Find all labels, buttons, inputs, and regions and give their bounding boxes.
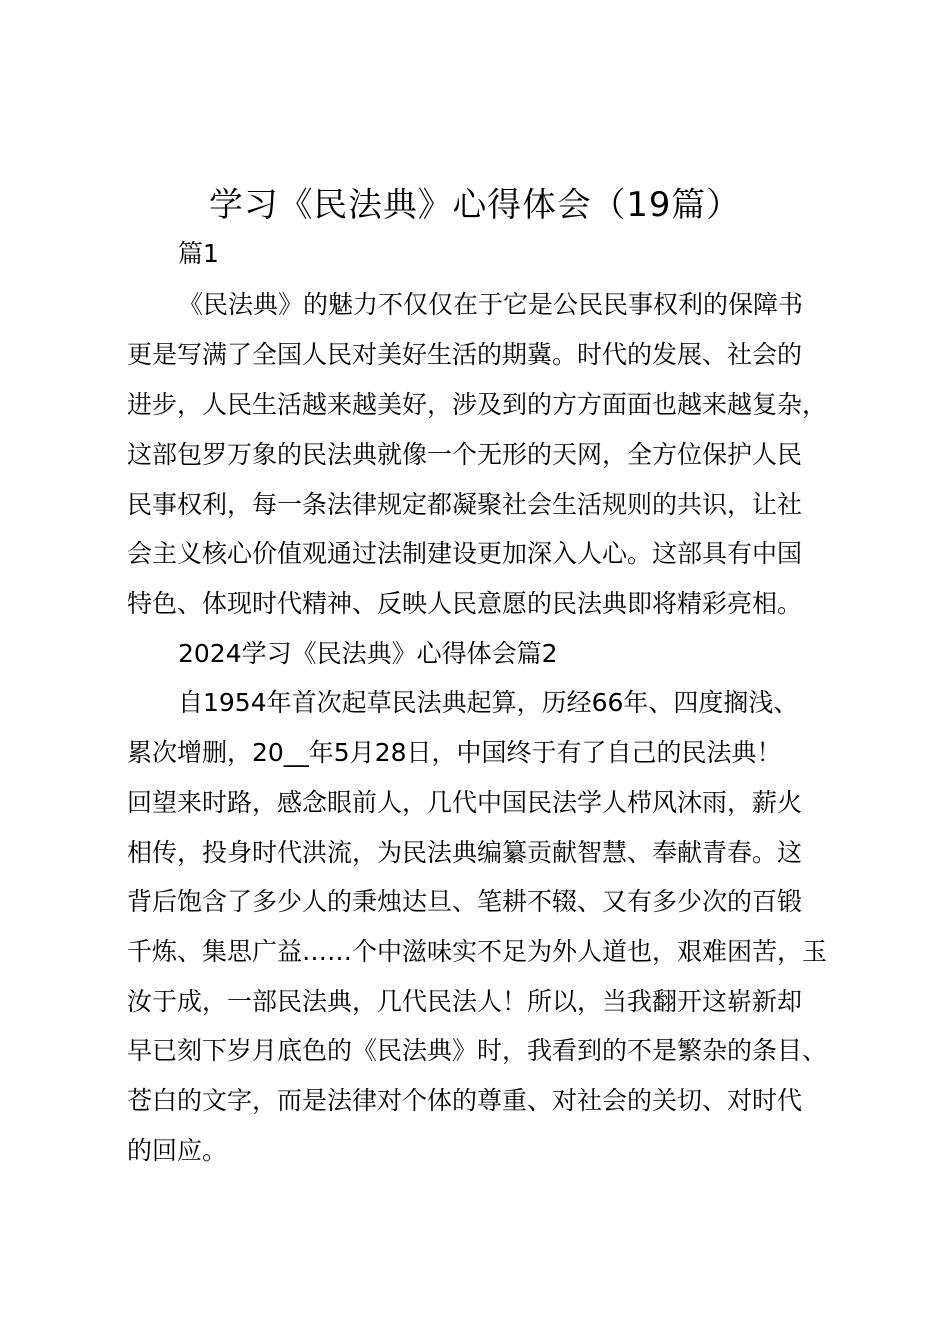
section1-heading: 篇1 <box>178 239 219 268</box>
section2-heading: 2024学习《民法典》心得体会篇2 <box>178 639 558 668</box>
paragraph-line: 的回应。 <box>127 1136 228 1165</box>
paragraph-line: 千炼、集思广益……个中滋味实不足为外人道也，艰难困苦，玉 <box>127 937 828 966</box>
paragraph-line: 自1954年首次起草民法典起算，历经66年、四度搁浅、 <box>178 688 799 717</box>
paragraph-line: 更是写满了全国人民对美好生活的期冀。时代的发展、社会的 <box>127 340 803 369</box>
paragraph-line: 背后饱含了多少人的秉烛达旦、笔耕不辍、又有多少次的百锻 <box>127 887 803 916</box>
paragraph-line: 进步，人民生活越来越美好，涉及到的方方面面也越来越复杂， <box>127 390 828 419</box>
paragraph-line: 民事权利，每一条法律规定都凝聚社会生活规则的共识，让社 <box>127 490 803 519</box>
paragraph-line: 苍白的文字，而是法律对个体的尊重、对社会的关切、对时代 <box>127 1086 803 1115</box>
paragraph-line: 相传，投身时代洪流，为民法典编纂贡献智慧、奉献青春。这 <box>127 838 803 867</box>
paragraph-line: 回望来时路，感念眼前人，几代中国民法学人栉风沐雨，薪火 <box>127 788 803 817</box>
paragraph-line: 汝于成，一部民法典，几代民法人！所以，当我翻开这崭新却 <box>127 987 803 1016</box>
paragraph-line: 累次增删，20__年5月28日，中国终于有了自己的民法典！ <box>127 738 782 767</box>
paragraph-line: 早已刻下岁月底色的《民法典》时，我看到的不是繁杂的条目、 <box>127 1036 828 1065</box>
paragraph-line: 这部包罗万象的民法典就像一个无形的天网，全方位保护人民 <box>127 440 803 469</box>
paragraph-line: 特色、体现时代精神、反映人民意愿的民法典即将精彩亮相。 <box>127 589 803 618</box>
document-title: 学习《民法典》心得体会（19篇） <box>209 185 741 224</box>
paragraph-line: 会主义核心价值观通过法制建设更加深入人心。这部具有中国 <box>127 539 803 568</box>
paragraph-line: 《民法典》的魅力不仅仅在于它是公民民事权利的保障书 <box>178 290 804 319</box>
